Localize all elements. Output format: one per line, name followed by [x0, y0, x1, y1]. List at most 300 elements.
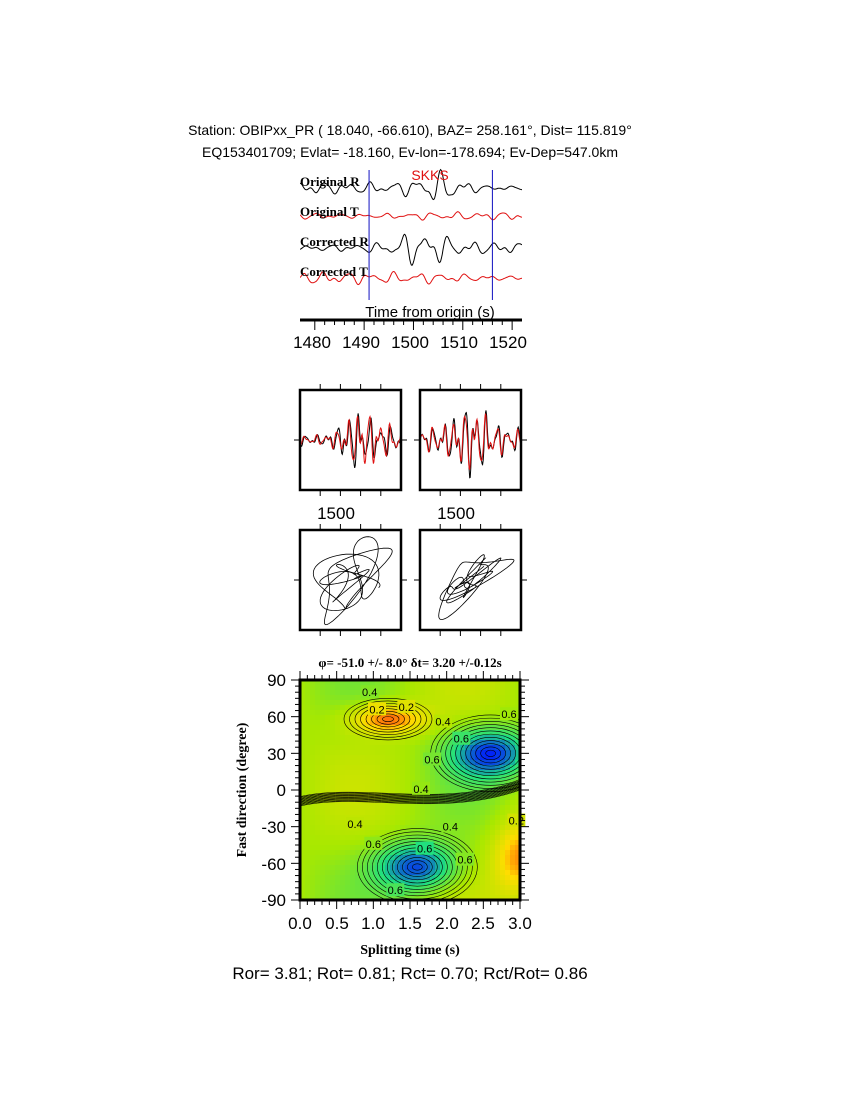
grid-cell	[505, 890, 510, 895]
grid-x-tick-label: 1.5	[398, 914, 422, 933]
grid-cell	[365, 775, 370, 780]
grid-cell	[345, 780, 350, 785]
grid-cell	[435, 775, 440, 780]
grid-cell	[420, 805, 425, 810]
grid-cell	[325, 845, 330, 850]
grid-cell	[355, 880, 360, 885]
grid-cell	[330, 885, 335, 890]
grid-cell	[435, 810, 440, 815]
grid-cell	[390, 705, 395, 710]
grid-cell	[325, 820, 330, 825]
grid-cell	[510, 850, 515, 855]
x-tick-label: 1480	[293, 333, 331, 352]
grid-cell	[370, 810, 375, 815]
grid-cell	[420, 830, 425, 835]
grid-cell	[380, 745, 385, 750]
grid-cell	[320, 830, 325, 835]
grid-cell	[410, 820, 415, 825]
grid-cell	[340, 805, 345, 810]
grid-cell	[375, 755, 380, 760]
energy-grid-panel	[235, 655, 551, 958]
grid-cell	[460, 710, 465, 715]
grid-cell	[340, 750, 345, 755]
grid-cell	[510, 795, 515, 800]
grid-cell	[305, 700, 310, 705]
grid-cell	[415, 720, 420, 725]
grid-cell	[375, 830, 380, 835]
grid-cell	[350, 690, 355, 695]
grid-cell	[445, 735, 450, 740]
grid-cell	[365, 760, 370, 765]
grid-cell	[345, 760, 350, 765]
grid-cell	[335, 750, 340, 755]
grid-cell	[495, 860, 500, 865]
grid-cell	[475, 700, 480, 705]
grid-cell	[425, 810, 430, 815]
grid-cell	[320, 840, 325, 845]
grid-cell	[385, 695, 390, 700]
grid-cell	[400, 690, 405, 695]
grid-cell	[490, 855, 495, 860]
grid-cell	[360, 805, 365, 810]
grid-cell	[455, 705, 460, 710]
grid-cell	[305, 735, 310, 740]
grid-cell	[345, 750, 350, 755]
grid-title: φ= -51.0 +/- 8.0° δt= 3.20 +/-0.12s	[318, 655, 502, 670]
grid-cell	[380, 780, 385, 785]
grid-cell	[485, 705, 490, 710]
grid-cell	[320, 740, 325, 745]
grid-cell	[450, 805, 455, 810]
grid-cell	[510, 880, 515, 885]
grid-cell	[430, 820, 435, 825]
grid-cell	[510, 890, 515, 895]
grid-cell	[335, 870, 340, 875]
grid-cell	[330, 870, 335, 875]
grid-cell	[430, 790, 435, 795]
grid-cell	[475, 860, 480, 865]
grid-cell	[305, 880, 310, 885]
grid-cell	[350, 760, 355, 765]
grid-cell	[420, 825, 425, 830]
grid-cell	[355, 800, 360, 805]
grid-cell	[415, 770, 420, 775]
grid-cell	[475, 685, 480, 690]
grid-cell	[480, 785, 485, 790]
grid-cell	[335, 850, 340, 855]
grid-cell	[455, 700, 460, 705]
grid-cell	[335, 830, 340, 835]
grid-cell	[500, 845, 505, 850]
grid-cell	[450, 780, 455, 785]
grid-cell	[330, 820, 335, 825]
grid-cell	[465, 825, 470, 830]
grid-x-axis-label: Splitting time (s)	[360, 943, 460, 958]
grid-cell	[365, 825, 370, 830]
grid-cell	[320, 730, 325, 735]
grid-cell	[470, 885, 475, 890]
grid-cell	[355, 775, 360, 780]
grid-cell	[475, 885, 480, 890]
grid-cell	[305, 835, 310, 840]
grid-cell	[430, 705, 435, 710]
grid-cell	[310, 840, 315, 845]
grid-cell	[420, 835, 425, 840]
grid-cell	[345, 690, 350, 695]
grid-cell	[340, 875, 345, 880]
grid-cell	[475, 690, 480, 695]
grid-cell	[480, 835, 485, 840]
grid-cell	[425, 860, 430, 865]
grid-cell	[500, 820, 505, 825]
grid-cell	[305, 770, 310, 775]
grid-cell	[390, 780, 395, 785]
grid-cell	[325, 860, 330, 865]
grid-cell	[335, 735, 340, 740]
grid-cell	[485, 815, 490, 820]
grid-cell	[315, 750, 320, 755]
grid-cell	[450, 870, 455, 875]
grid-cell	[325, 745, 330, 750]
grid-cell	[455, 710, 460, 715]
grid-cell	[340, 735, 345, 740]
grid-cell	[315, 715, 320, 720]
grid-cell	[315, 775, 320, 780]
grid-cell	[315, 870, 320, 875]
grid-cell	[405, 820, 410, 825]
grid-cell	[430, 810, 435, 815]
grid-cell	[390, 805, 395, 810]
grid-cell	[475, 815, 480, 820]
grid-cell	[335, 705, 340, 710]
grid-cell	[340, 855, 345, 860]
grid-cell	[325, 850, 330, 855]
grid-cell	[425, 805, 430, 810]
windowed-panel-right	[414, 384, 527, 523]
grid-cell	[350, 685, 355, 690]
grid-cell	[495, 865, 500, 870]
grid-cell	[465, 745, 470, 750]
grid-cell	[310, 730, 315, 735]
grid-cell	[440, 730, 445, 735]
grid-cell	[445, 780, 450, 785]
grid-cell	[310, 705, 315, 710]
grid-cell	[410, 770, 415, 775]
grid-cell	[435, 785, 440, 790]
grid-cell	[390, 760, 395, 765]
grid-cell	[305, 710, 310, 715]
grid-cell	[475, 850, 480, 855]
grid-cell	[315, 810, 320, 815]
grid-cell	[345, 765, 350, 770]
grid-cell	[325, 855, 330, 860]
grid-cell	[350, 745, 355, 750]
grid-cell	[450, 685, 455, 690]
grid-cell	[355, 685, 360, 690]
grid-cell	[355, 785, 360, 790]
grid-cell	[340, 710, 345, 715]
grid-cell	[410, 690, 415, 695]
grid-cell	[340, 870, 345, 875]
grid-cell	[485, 830, 490, 835]
grid-cell	[510, 855, 515, 860]
grid-cell	[430, 805, 435, 810]
grid-cell	[500, 890, 505, 895]
windowed-trace	[420, 410, 521, 477]
grid-cell	[355, 755, 360, 760]
grid-cell	[440, 810, 445, 815]
grid-cell	[420, 775, 425, 780]
grid-cell	[305, 845, 310, 850]
grid-cell	[345, 880, 350, 885]
grid-cell	[460, 810, 465, 815]
grid-cell	[480, 770, 485, 775]
grid-cell	[460, 845, 465, 850]
grid-cell	[430, 700, 435, 705]
grid-cell	[305, 755, 310, 760]
grid-cell	[385, 775, 390, 780]
grid-cell	[485, 715, 490, 720]
grid-cell	[325, 710, 330, 715]
grid-cell	[395, 820, 400, 825]
grid-cell	[310, 855, 315, 860]
grid-cell	[435, 770, 440, 775]
grid-cell	[370, 880, 375, 885]
grid-cell	[485, 880, 490, 885]
grid-cell	[325, 825, 330, 830]
windowed-traces-left	[300, 413, 401, 468]
grid-cell	[450, 765, 455, 770]
grid-cell	[490, 845, 495, 850]
grid-cell	[335, 690, 340, 695]
grid-cell	[435, 865, 440, 870]
grid-cell	[480, 755, 485, 760]
grid-cell	[485, 805, 490, 810]
grid-cell	[455, 815, 460, 820]
grid-cell	[440, 685, 445, 690]
grid-y-tick-label: -30	[261, 818, 286, 837]
grid-cell	[420, 740, 425, 745]
grid-cell	[510, 830, 515, 835]
grid-cell	[510, 845, 515, 850]
grid-cell	[355, 730, 360, 735]
grid-cell	[350, 865, 355, 870]
grid-cell	[505, 760, 510, 765]
grid-cell	[425, 865, 430, 870]
grid-cell	[400, 775, 405, 780]
grid-cell	[350, 870, 355, 875]
grid-cell	[465, 695, 470, 700]
grid-cell	[330, 825, 335, 830]
grid-cell	[390, 695, 395, 700]
grid-cell	[470, 870, 475, 875]
grid-cell	[335, 765, 340, 770]
contour-label: 0.4	[347, 819, 363, 832]
grid-cell	[345, 730, 350, 735]
grid-cell	[330, 765, 335, 770]
grid-cell	[355, 835, 360, 840]
grid-cell	[395, 695, 400, 700]
grid-cell	[395, 805, 400, 810]
grid-cell	[345, 860, 350, 865]
grid-cell	[310, 695, 315, 700]
grid-cell	[320, 720, 325, 725]
grid-cell	[370, 785, 375, 790]
grid-cell	[315, 735, 320, 740]
grid-cell	[370, 775, 375, 780]
grid-cell	[400, 805, 405, 810]
grid-cell	[505, 830, 510, 835]
grid-cell	[505, 695, 510, 700]
grid-cell	[360, 785, 365, 790]
grid-cell	[350, 835, 355, 840]
grid-cell	[385, 805, 390, 810]
grid-cell	[475, 805, 480, 810]
grid-cell	[405, 890, 410, 895]
grid-cell	[320, 885, 325, 890]
grid-cell	[325, 700, 330, 705]
grid-cell	[465, 880, 470, 885]
grid-cell	[320, 690, 325, 695]
grid-cell	[335, 695, 340, 700]
grid-cell	[470, 825, 475, 830]
grid-cell	[315, 890, 320, 895]
grid-cell	[330, 750, 335, 755]
grid-cell	[510, 875, 515, 880]
grid-cell	[320, 735, 325, 740]
grid-cell	[305, 870, 310, 875]
grid-cell	[400, 745, 405, 750]
grid-cell	[305, 760, 310, 765]
grid-cell	[330, 735, 335, 740]
grid-cell	[495, 830, 500, 835]
grid-cell	[310, 775, 315, 780]
grid-cell	[430, 690, 435, 695]
grid-cell	[475, 870, 480, 875]
grid-cell	[450, 785, 455, 790]
grid-cell	[495, 855, 500, 860]
grid-cell	[505, 690, 510, 695]
grid-cell	[330, 710, 335, 715]
grid-cell	[385, 735, 390, 740]
grid-cell	[315, 710, 320, 715]
grid-cell	[410, 745, 415, 750]
grid-cell	[425, 705, 430, 710]
grid-cell	[415, 735, 420, 740]
grid-cell	[355, 840, 360, 845]
grid-cell	[315, 730, 320, 735]
grid-cell	[320, 845, 325, 850]
grid-cell	[495, 695, 500, 700]
grid-cell	[355, 735, 360, 740]
grid-cell	[395, 770, 400, 775]
grid-cell	[310, 735, 315, 740]
grid-cell	[510, 860, 515, 865]
contour-label: 0.6	[387, 885, 403, 898]
grid-cell	[470, 835, 475, 840]
grid-cell	[395, 715, 400, 720]
grid-cell	[480, 685, 485, 690]
grid-cell	[380, 810, 385, 815]
grid-cell	[335, 820, 340, 825]
grid-cell	[355, 750, 360, 755]
grid-cell	[490, 865, 495, 870]
grid-cell	[370, 765, 375, 770]
grid-cell	[355, 740, 360, 745]
grid-cell	[365, 785, 370, 790]
grid-cell	[365, 885, 370, 890]
grid-cell	[470, 815, 475, 820]
grid-cell	[320, 835, 325, 840]
grid-cell	[425, 775, 430, 780]
grid-cell	[445, 865, 450, 870]
grid-cell	[315, 845, 320, 850]
grid-cell	[320, 765, 325, 770]
windowed-traces-right	[420, 410, 521, 477]
grid-cell	[315, 830, 320, 835]
grid-cell	[330, 775, 335, 780]
grid-cell	[495, 820, 500, 825]
grid-cell	[305, 715, 310, 720]
particle-path	[313, 537, 392, 625]
grid-cell	[345, 735, 350, 740]
grid-cell	[310, 865, 315, 870]
contour-label: 0.6	[417, 843, 433, 856]
grid-cell	[335, 715, 340, 720]
grid-cell	[340, 780, 345, 785]
grid-cell	[340, 865, 345, 870]
grid-cell	[480, 690, 485, 695]
grid-cell	[475, 825, 480, 830]
grid-cell	[330, 880, 335, 885]
grid-cell	[320, 685, 325, 690]
grid-cell	[390, 755, 395, 760]
grid-cell	[485, 885, 490, 890]
grid-cell	[435, 805, 440, 810]
grid-cell	[400, 765, 405, 770]
grid-cell	[425, 820, 430, 825]
grid-y-tick-label: 90	[267, 671, 286, 690]
grid-cell	[305, 885, 310, 890]
grid-cell	[405, 810, 410, 815]
grid-cell	[335, 855, 340, 860]
grid-cell	[390, 870, 395, 875]
grid-cell	[500, 740, 505, 745]
grid-cell	[335, 755, 340, 760]
grid-cell	[450, 700, 455, 705]
grid-cell	[365, 740, 370, 745]
grid-cell	[385, 765, 390, 770]
grid-cell	[420, 810, 425, 815]
grid-cell	[310, 755, 315, 760]
grid-cell	[355, 700, 360, 705]
grid-cell	[495, 870, 500, 875]
grid-cell	[350, 770, 355, 775]
grid-cell	[325, 725, 330, 730]
grid-cell	[340, 840, 345, 845]
grid-cell	[355, 770, 360, 775]
grid-cell	[305, 750, 310, 755]
grid-cell	[325, 840, 330, 845]
grid-cell	[325, 720, 330, 725]
grid-cell	[440, 780, 445, 785]
grid-cell	[450, 690, 455, 695]
grid-cell	[425, 690, 430, 695]
grid-cell	[305, 815, 310, 820]
grid-cell	[505, 860, 510, 865]
grid-cell	[410, 740, 415, 745]
grid-cell	[320, 770, 325, 775]
